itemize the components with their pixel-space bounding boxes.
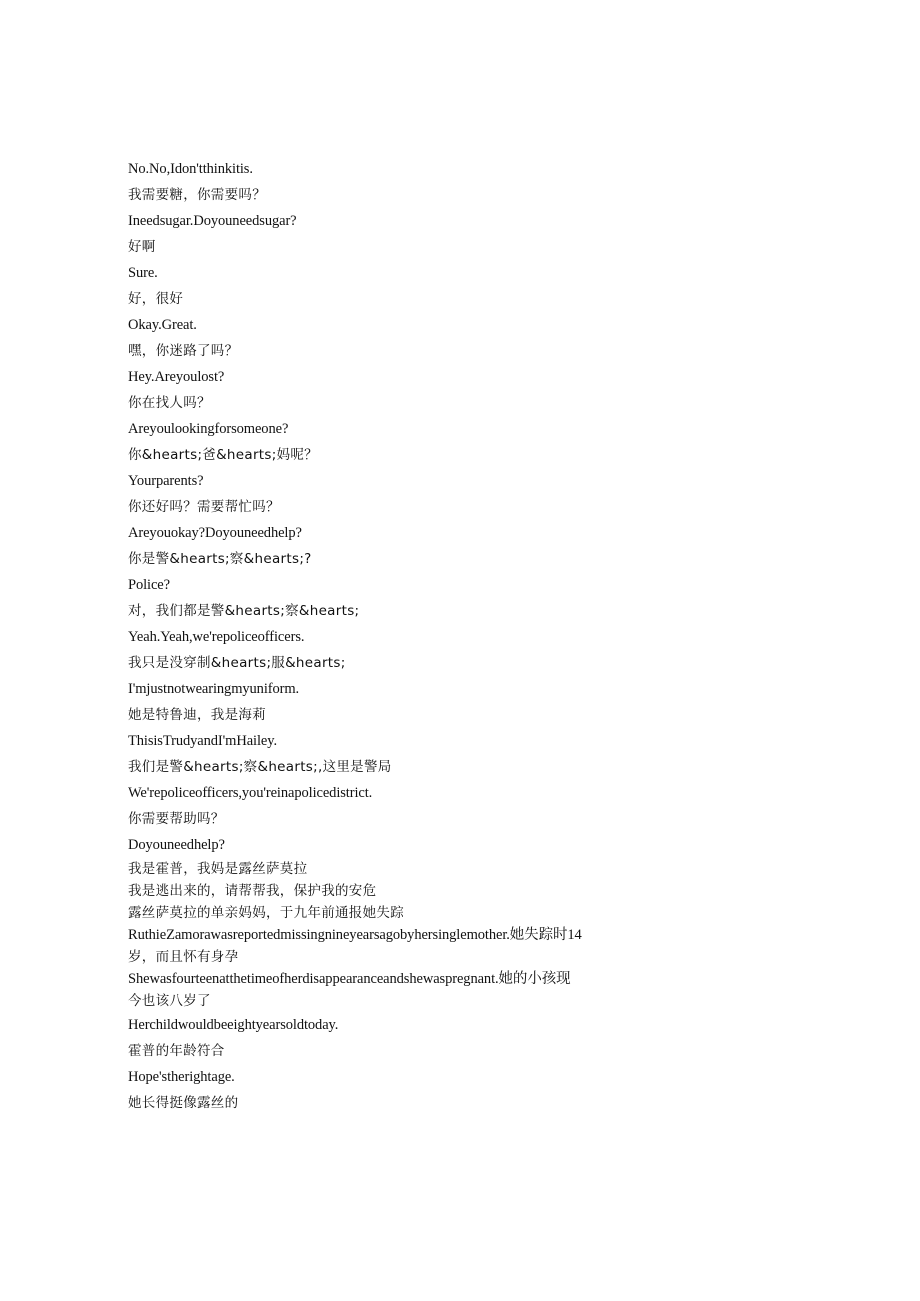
transcript-line-en: Shewasfourteenatthetimeofherdisappearanceandshewaspregnant.她的小孩现 <box>128 971 571 987</box>
transcript-line-en: No.No,Idon'tthinkitis. <box>128 161 253 177</box>
transcript-line-cn: 她是特鲁迪，我是海莉 <box>128 707 266 723</box>
transcript-line-en: Police? <box>128 577 170 593</box>
transcript-line-cn: 霍普的年龄符合 <box>128 1043 225 1059</box>
transcript-line-en: We'repoliceofficers,you'reinapolicedistrict. <box>128 785 373 801</box>
transcript-line-cn: 你&hearts;爸&hearts;妈呢？ <box>128 447 318 463</box>
transcript-line-en: Ineedsugar.Doyouneedsugar? <box>128 213 297 229</box>
transcript-line-en: I'mjustnotwearingmyuniform. <box>128 681 300 697</box>
transcript-line-cn: 嘿，你迷路了吗？ <box>128 343 239 359</box>
transcript-line-en: Doyouneedhelp? <box>128 837 225 853</box>
transcript-line-en: Areyouokay?Doyouneedhelp? <box>128 525 302 541</box>
transcript-body <box>128 156 688 1116</box>
transcript-line-cn: 你在找人吗？ <box>128 395 211 411</box>
transcript-line-cn: 你是警&hearts;察&hearts;? <box>128 551 312 567</box>
transcript-line-cn: 我只是没穿制&hearts;服&hearts; <box>128 655 346 671</box>
transcript-line-en: Yeah.Yeah,we'repoliceofficers. <box>128 629 305 645</box>
transcript-line-cn: 她长得挺像露丝的 <box>128 1095 239 1111</box>
transcript-line-en: ThisisTrudyandI'mHailey. <box>128 733 277 749</box>
transcript-line-en: Areyoulookingforsomeone? <box>128 421 289 437</box>
transcript-line-cn: 今也该八岁了 <box>128 993 211 1009</box>
transcript-line-cn: 对，我们都是警&hearts;察&hearts; <box>128 603 360 619</box>
transcript-line-cn: 你还好吗？需要帮忙吗？ <box>128 499 280 515</box>
transcript-line-cn: 露丝萨莫拉的单亲妈妈，于九年前通报她失踪 <box>128 905 404 921</box>
transcript-line-en: Hey.Areyoulost? <box>128 369 225 385</box>
transcript-line-en: Okay.Great. <box>128 317 197 333</box>
transcript-line-en: Sure. <box>128 265 158 281</box>
transcript-line-cn: 我需要糖，你需要吗？ <box>128 187 266 203</box>
transcript-line-cn: 好啊 <box>128 239 156 255</box>
transcript-line-cn: 我是逃出来的，请帮帮我，保护我的安危 <box>128 883 377 899</box>
transcript-line-en: RuthieZamorawasreportedmissingnineyearsagobyhersinglemother.她失踪时14 <box>128 927 582 943</box>
transcript-line-cn: 你需要帮助吗？ <box>128 811 225 827</box>
transcript-line-cn: 我是霍普，我妈是露丝萨莫拉 <box>128 861 308 877</box>
transcript-line-en: Herchildwouldbeeightyearsoldtoday. <box>128 1017 339 1033</box>
transcript-line-en: Hope'stherightage. <box>128 1069 235 1085</box>
transcript-line-cn: 岁，而且怀有身孕 <box>128 949 239 965</box>
transcript-line-cn: 好，很好 <box>128 291 184 307</box>
transcript-line-cn: 我们是警&hearts;察&hearts;,这里是警局 <box>128 759 392 775</box>
transcript-line-en: Yourparents? <box>128 473 204 489</box>
